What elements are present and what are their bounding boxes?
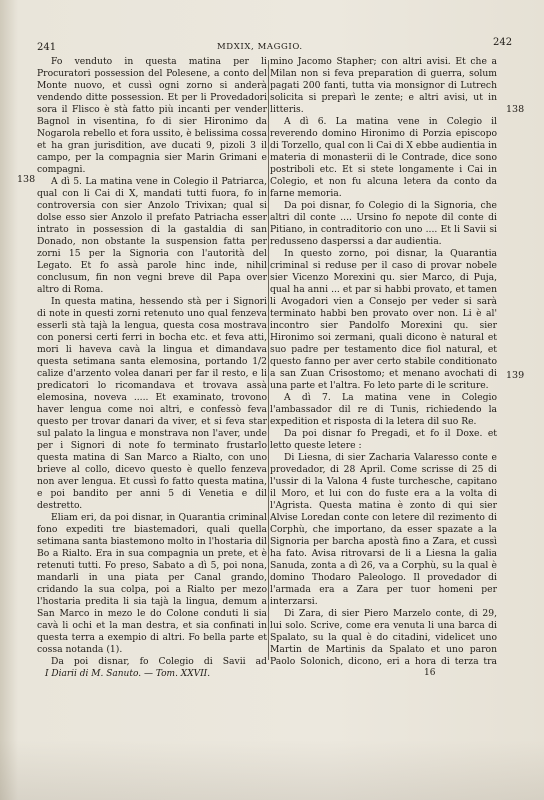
paragraph: Di Zara, di sier Piero Marzelo conte, di 29, lui solo. Scrive, come era venuta li una barca di Spalato, su la qual è do citadini, videlicet uno Martin de Martinis da Spalato et uno paron Paolo Solonich, dicono, eri a hora di terza tra xyxy=(270,608,497,667)
edition-footer: I Diarii di M. Sanuto. — Tom. XXVII. xyxy=(45,669,211,679)
signature-mark: 16 xyxy=(424,668,436,678)
margin-number-left-138: 138 xyxy=(17,174,36,185)
paragraph: In questa matina, hessendo stà per i Signori di note in questi zorni retenuto uno qual fenzeva esserli stà tajà la lengua, questa cosa mostrava con ponersi certi ferri in bocha etc. et feva atti, mori li haveva cavà la lingua et dimandava questa setimana santa elemosina, portando 1/2 calize d'arzento volea danari per far il resto, e li predicatori lo ricomandava et trovava assà elemosina, noveva ..... Et examinato, trovono haver lengua come noi altri, e confessò feva questo per trovar danari da viver, et si feva star sul palato la lingua e monstrava non l'aver, unde per i Signori di note fo terminato frustarlo questa matina di San Marco a Rialto, con uno brieve al collo, dicevo questo è quello fenzeva non aver lengua. Et cussì fo fatto questa matina, e poi bandito per anni 5 di Venetia e dil destretto. xyxy=(37,296,267,511)
page-bottom-margin xyxy=(0,740,544,800)
column-divider xyxy=(268,60,269,660)
paragraph: mino Jacomo Stapher; con altri avisi. Et che a Milan non si feva preparation di guerra, solum pagati 200 fanti, tutta via monsignor di Lutrech solicita si preparì le zente; e altri avisi, ut in litteris. xyxy=(270,56,497,115)
paragraph: Da poi disnar, fo Colegio di la Signoria, che altri dil conte .... Ursino fo nepote dil conte di Pitiano, in contraditorio con uno .... Et li Savii si redusseno dasperssi a dar audientia. xyxy=(270,200,497,247)
right-column xyxy=(270,56,497,668)
paragraph: Fo venduto in questa matina per li Procuratori possession del Polesene, a conto del Monte nuovo, et cussì ogni zorno si anderà vendendo ditte possession. Et per li Provedadori sora il Flisco è stà fatto più incanti per vender Bagnol in visentina, fo di sier Hironimo da Nogarola rebello et fora ussito, è belissima cossa et ha gran jurisdition, ave ducati 9, pizoli 3 il campo, per la compagnia sier Marin Grimani e compagni. xyxy=(37,56,267,175)
paragraph: Da poi disnar fo Pregadi, et fo il Doxe. et letto queste letere : xyxy=(270,428,497,451)
left-column xyxy=(37,56,267,668)
paragraph: Di Liesna, di sier Zacharia Valaresso conte e provedador, di 28 April. Come scrisse di 25 di l'ussir di la Valona 4 fuste turchesche, capitano il Moro, et lui con do fuste era a la volta di l'Agrista. Questa matina è zonto di qui sier Alvise Loredan conte con letere dil rezimento di Corphù, che importano, da esser spazate a la Signoria per barcha apostà fino a Zara, et cussì ha fato. Avisa ritrovarsi de li a Liesna la galia Sanuda, zonta a dì 26, va a Corphù, su la qual è domino Thodaro Paleologo. Il provedador di l'armada era a Zara per tuor homeni per interzarsi. xyxy=(270,452,497,607)
margin-number-right-138: 138 xyxy=(506,104,525,115)
paragraph: A dì 5. La matina vene in Colegio il Patriarca, qual con li Cai di X, mandati tutti fuora, fo in controversia con sier Anzolo Trivixan; qual si dolse esso sier Anzolo il prefato Patriacha esser intrato in possession di la gastaldia di san Donado, non obstante la suspension fatta per zorni 15 per la Signoria con l'autorità del Legato. Et fo assà parole hinc inde, nihil conclusum, fin non vegni breve dil Papa over altro di Roma. xyxy=(37,176,267,295)
paragraph: Eliam eri, da poi disnar, in Quarantia criminal fono expediti tre biastemadori, quali quella setimana santa biastemono molto in l'hostaria dil Bo a Rialto. Era in sua compagnia un prete, et è retenuti tutti. Fo preso, Sabato a dì 5, poi nona, mandarli in una piata per Canal grando, cridando la sua colpa, poi a Rialto per mezo l'hostaria predita li sia tajà la lingua, demum a San Marco in mezo le do Colone conduti li sia cavà li ochi et la man destra, et sia confinati in questa terra a exempio di altri. Fo bella parte et cossa notanda (1). xyxy=(37,512,267,655)
page-header xyxy=(0,37,544,55)
page-footer xyxy=(0,668,544,684)
margin-number-right-139: 139 xyxy=(506,370,525,381)
paragraph: A dì 7. La matina vene in Colegio l'ambassador dil re di Tunis, richiedendo la expedition et risposta di la letera dil suo Re. xyxy=(270,392,497,427)
page-number-left: 241 xyxy=(37,42,57,53)
page-number-right: 242 xyxy=(493,37,513,48)
paragraph: In questo zorno, poi disnar, la Quarantia criminal si reduse per il caso di provar nobele sier Vicenzo Morexini qu. sier Marco, di Puja, qual ha anni ... et par si habbi provato, et tamen li Avogadori vien a Consejo per veder si sarà terminato habbi ben provato over non. Li è al' incontro sier Pandolfo Morexini qu. sier Hironimo soi zermani, quali dicono è natural et suo padre per testamento dice fiol natural, et questo fanno per aver certo stabile conditionato a san Zuan Crisostomo; et menano avochati di una parte et l'altra. Fo leto parte di le scriture. xyxy=(270,248,497,391)
paragraph: A dì 6. La matina vene in Colegio il reverendo domino Hironimo di Porzia episcopo di Torzello, qual con li Cai di X ebbe audientia in materia di monasterii di le Contrade, dice sono postriboli etc. Et si stete longamente i Cai in Colegio, et non fu alcuna letera da conto da farne memoria. xyxy=(270,116,497,199)
running-head: MDXIX, MAGGIO. xyxy=(217,42,303,52)
paragraph: Da poi disnar, fo Colegio di Savii ad xyxy=(51,656,267,667)
